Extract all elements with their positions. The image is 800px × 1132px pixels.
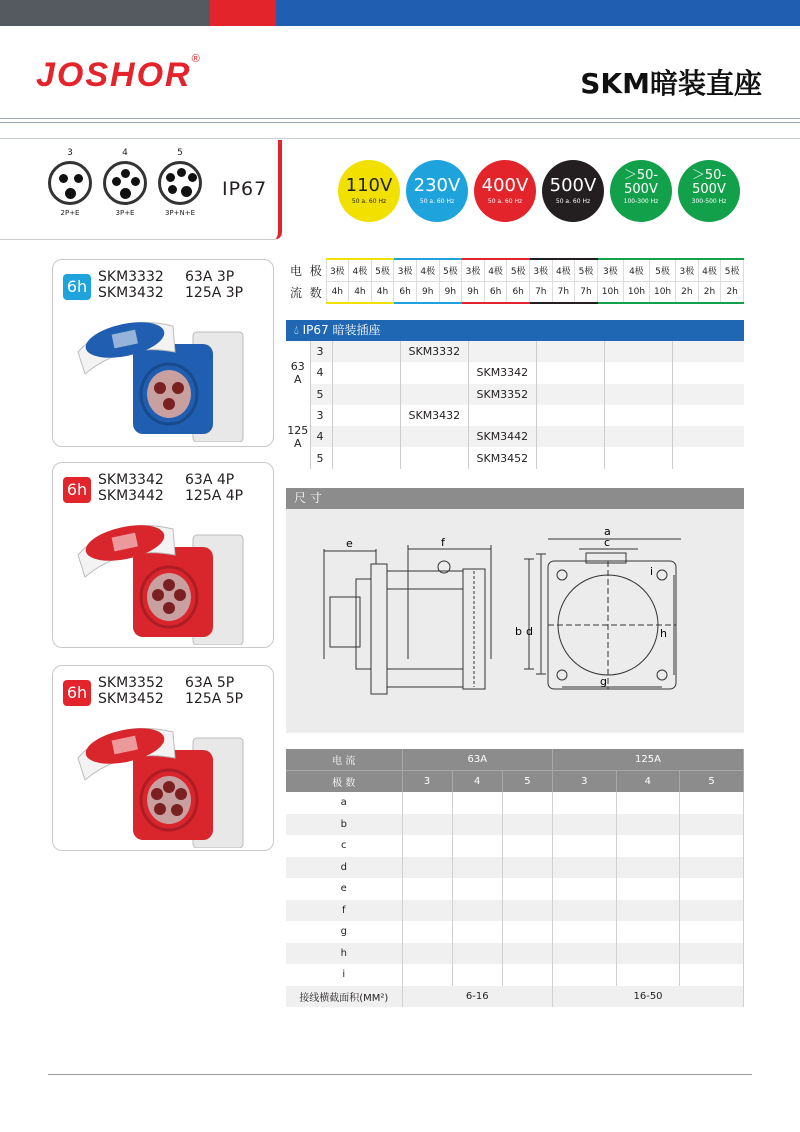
pin-config-5 [155, 148, 205, 217]
dimension-value-cell [553, 900, 617, 922]
hours-cell: 9h [416, 281, 439, 303]
empty-cell [672, 405, 744, 426]
dimension-value-cell [502, 835, 552, 857]
dim-label-d: d [526, 625, 533, 638]
empty-cell [332, 341, 400, 362]
dimension-row [286, 900, 744, 922]
socket-product-image [73, 515, 253, 645]
pin-config-panel [0, 140, 282, 240]
dimension-value-cell [402, 878, 452, 900]
voltage-frequency: 50 a. 60 Hz [555, 198, 591, 205]
dimension-value-cell [402, 814, 452, 836]
amp-63-header: 63A [402, 749, 553, 771]
empty-cell [332, 384, 400, 405]
poles-cell: 4极 [698, 259, 721, 281]
amp-unit: A [293, 436, 302, 450]
dimension-row [286, 857, 744, 879]
dimension-value-cell [402, 900, 452, 922]
wire-section-63: 6-16 [402, 986, 553, 1008]
dimension-row [286, 814, 744, 836]
dimension-value-cell [402, 835, 452, 857]
dimension-value-cell [402, 943, 452, 965]
top-bar-gray [0, 0, 210, 26]
poles-cell: 3极 [326, 259, 349, 281]
voltage-badge [678, 160, 740, 222]
dimension-value-cell [502, 964, 552, 986]
poles-cell: 3 [310, 341, 332, 362]
dimension-value-cell [452, 835, 502, 857]
model-cell: SKM3352 [468, 384, 536, 405]
dimension-value-cell [680, 921, 744, 943]
dimension-label: h [286, 943, 402, 965]
dimension-value-cell [680, 814, 744, 836]
dimension-value-cell [553, 792, 617, 814]
dim-header-poles [286, 771, 744, 793]
dimension-label: f [286, 900, 402, 922]
wire-section-125: 16-50 [553, 986, 744, 1008]
pin-config-4 [100, 148, 150, 217]
model-cell: SKM3452 [468, 447, 536, 468]
dim-header-current [286, 749, 744, 771]
dimension-value-cell [553, 964, 617, 986]
dimension-value-cell [616, 878, 680, 900]
empty-cell [536, 341, 604, 362]
model-specs [185, 269, 243, 301]
poles-header-cell: 5 [680, 771, 744, 793]
dimension-value-cell [680, 943, 744, 965]
model-cell [468, 405, 536, 426]
dimension-value-cell [502, 900, 552, 922]
pin-label: 3P+E [115, 209, 135, 217]
dim-label-e: e [346, 537, 353, 550]
voltage-frequency: 50 a. 60 Hz [351, 198, 387, 205]
model-numbers [98, 675, 164, 707]
poles-cell: 4极 [416, 259, 439, 281]
hours-cell: 6h [484, 281, 507, 303]
brand-logo [36, 52, 202, 95]
sockets-section-header [286, 320, 744, 341]
dimension-row [286, 921, 744, 943]
dimension-label: b [286, 814, 402, 836]
page-title: SKM暗装直座 [580, 67, 762, 100]
dimension-row [286, 878, 744, 900]
wire-section-row [286, 986, 744, 1008]
footer-line [48, 1074, 752, 1075]
poles-cell: 4极 [552, 259, 575, 281]
dim-label-f: f [441, 536, 445, 549]
dimension-value-cell [502, 878, 552, 900]
hours-cell: 6h [394, 281, 417, 303]
empty-cell [536, 405, 604, 426]
voltage-value-2: 500V [624, 182, 658, 197]
product-card [52, 665, 274, 851]
hours-row [286, 281, 744, 303]
empty-cell [536, 426, 604, 447]
poles-cell: 5极 [575, 259, 598, 281]
voltage-value: 230V [413, 175, 461, 196]
poles-cell: 5 [310, 447, 332, 468]
dimension-value-cell [680, 792, 744, 814]
logo-text: JOSHOR [36, 56, 192, 94]
dimension-value-cell [680, 964, 744, 986]
model-row [286, 341, 744, 362]
model-row [286, 405, 744, 426]
dimension-label: e [286, 878, 402, 900]
model-specs [185, 675, 243, 707]
model-row [286, 426, 744, 447]
hours-cell: 4h [349, 281, 372, 303]
dimension-value-cell [452, 814, 502, 836]
empty-cell [604, 384, 672, 405]
dimension-value-cell [502, 857, 552, 879]
model-spec: 63A 4P [185, 472, 235, 488]
empty-cell [604, 447, 672, 468]
empty-cell [536, 384, 604, 405]
dimension-value-cell [502, 792, 552, 814]
empty-cell [672, 341, 744, 362]
poles-header: 极 数 [286, 771, 402, 793]
model-cell [468, 341, 536, 362]
dimension-value-cell [616, 857, 680, 879]
dimension-value-cell [553, 878, 617, 900]
dimension-value-cell [616, 921, 680, 943]
dim-label-h: h [660, 627, 667, 640]
dimension-label: i [286, 964, 402, 986]
voltage-value: 500V [549, 175, 597, 196]
poles-cell: 3极 [597, 259, 623, 281]
empty-cell [672, 426, 744, 447]
dimension-value-cell [553, 835, 617, 857]
hours-cell: 7h [529, 281, 552, 303]
empty-cell [672, 362, 744, 383]
poles-cell: 4极 [349, 259, 372, 281]
poles-cell: 5极 [721, 259, 744, 281]
empty-cell [604, 341, 672, 362]
header [0, 26, 800, 118]
dimension-value-cell [553, 814, 617, 836]
product-card [52, 259, 274, 447]
dimension-drawing-area [286, 509, 744, 733]
dimension-value-cell [553, 921, 617, 943]
divider-line [0, 138, 800, 139]
hours-badge: 6h [63, 274, 91, 300]
model-spec: 125A 5P [185, 691, 244, 707]
model-number: SKM3452 [98, 691, 164, 707]
current-label-char: 电 [289, 263, 302, 278]
poles-header-cell: 5 [502, 771, 552, 793]
dimension-row [286, 943, 744, 965]
dim-label-g: g [600, 675, 607, 688]
dimension-value-cell [402, 921, 452, 943]
hours-cell: 9h [439, 281, 462, 303]
hours-cell: 6h [507, 281, 530, 303]
dimension-value-cell [452, 964, 502, 986]
dim-label-a: a [604, 525, 611, 538]
pin-number: 5 [177, 148, 183, 158]
voltage-badge [610, 160, 672, 222]
empty-cell [332, 426, 400, 447]
model-number: SKM3342 [98, 472, 164, 488]
dimension-value-cell [452, 792, 502, 814]
dimension-value-cell [502, 814, 552, 836]
hours-badge: 6h [63, 680, 91, 706]
poles-header-cell: 4 [616, 771, 680, 793]
models-table [286, 341, 744, 469]
poles-cell: 4 [310, 426, 332, 447]
pin-label: 2P+E [60, 209, 80, 217]
amp-unit: A [293, 372, 302, 386]
model-cell [400, 362, 468, 383]
socket-product-image [73, 312, 253, 442]
voltage-frequency: 300-500 Hz [691, 198, 727, 205]
dimension-value-cell [680, 857, 744, 879]
poles-row [286, 259, 744, 281]
model-cell [400, 384, 468, 405]
dimension-value-cell [502, 921, 552, 943]
spec-bar [0, 140, 800, 244]
model-number: SKM3442 [98, 488, 164, 504]
pin-config-3 [45, 148, 95, 217]
poles-header-cell: 3 [402, 771, 452, 793]
hours-cell: 10h [650, 281, 676, 303]
dimension-section-header [286, 488, 744, 509]
hours-badge: 6h [63, 477, 91, 503]
pin-face-icon [158, 161, 202, 205]
amp-value: 125 [287, 423, 309, 437]
voltage-value: 110V [345, 175, 393, 196]
empty-cell [672, 447, 744, 468]
voltage-frequency: 50 a. 60 Hz [487, 198, 523, 205]
dimension-value-cell [452, 900, 502, 922]
empty-cell [604, 362, 672, 383]
dimension-row [286, 964, 744, 986]
dimension-value-cell [680, 835, 744, 857]
poles-cell: 3极 [529, 259, 552, 281]
empty-cell [536, 447, 604, 468]
voltage-frequency: 50 a. 60 Hz [419, 198, 455, 205]
dimension-drawing [286, 509, 744, 733]
poles-cell: 5极 [507, 259, 530, 281]
dimension-value-cell [402, 964, 452, 986]
poles-cell: 4极 [484, 259, 507, 281]
model-cell [400, 426, 468, 447]
hours-cell: 7h [552, 281, 575, 303]
poles-cell: 5极 [371, 259, 394, 281]
poles-hours-table [286, 258, 744, 304]
dimension-value-cell [402, 792, 452, 814]
model-row [286, 362, 744, 383]
poles-cell: 5 [310, 384, 332, 405]
dimension-value-cell [680, 900, 744, 922]
wire-section-label: 接线横截面积(MM²) [286, 986, 402, 1008]
model-spec: 63A 3P [185, 269, 235, 285]
voltage-value: ＞50- [623, 168, 659, 183]
dimension-section-title: 尺 寸 [294, 491, 322, 505]
dimension-value-cell [502, 943, 552, 965]
amp-group-cell [286, 405, 310, 469]
poles-label-char: 极 [309, 263, 322, 278]
model-specs [185, 472, 243, 504]
divider-line [0, 122, 800, 123]
model-number: SKM3332 [98, 269, 164, 285]
pin-face-icon [48, 161, 92, 205]
model-number: SKM3352 [98, 675, 164, 691]
poles-cell: 5极 [439, 259, 462, 281]
hours-cell: 2h [721, 281, 744, 303]
model-spec: 125A 3P [185, 285, 244, 301]
dimension-value-cell [452, 943, 502, 965]
pin-face-icon [103, 161, 147, 205]
dimension-label: d [286, 857, 402, 879]
registered-mark: ® [191, 52, 202, 65]
poles-cell: 4 [310, 362, 332, 383]
dimension-value-cell [680, 878, 744, 900]
dimension-value-cell [452, 921, 502, 943]
dimension-value-cell [553, 943, 617, 965]
current-label-char: 流 [289, 285, 302, 300]
dim-label-i: i [650, 565, 654, 578]
model-numbers [98, 472, 164, 504]
poles-cell: 3 [310, 405, 332, 426]
dimension-value-cell [452, 857, 502, 879]
empty-cell [604, 405, 672, 426]
voltage-badge [406, 160, 468, 222]
voltage-value: ＞50- [691, 168, 727, 183]
dimension-value-cell [616, 943, 680, 965]
model-cell: SKM3432 [400, 405, 468, 426]
hours-cell: 7h [575, 281, 598, 303]
pin-number: 4 [122, 148, 128, 158]
hours-cell: 10h [597, 281, 623, 303]
dimension-value-cell [452, 878, 502, 900]
voltage-frequency: 100-300 Hz [623, 198, 659, 205]
dim-label-c: c [604, 536, 611, 549]
empty-cell [536, 362, 604, 383]
product-card [52, 462, 274, 648]
model-numbers [98, 269, 164, 301]
model-row [286, 384, 744, 405]
ip-rating: IP67 [222, 178, 268, 200]
model-spec: 63A 5P [185, 675, 235, 691]
poles-header-cell: 3 [553, 771, 617, 793]
amp-group-cell [286, 341, 310, 405]
dimension-value-cell [616, 964, 680, 986]
voltage-badge [338, 160, 400, 222]
poles-cell: 4极 [623, 259, 649, 281]
hours-cell: 2h [676, 281, 699, 303]
pin-number: 3 [67, 148, 73, 158]
dimension-table [286, 749, 744, 1007]
socket-product-image [73, 718, 253, 848]
hours-cell: 2h [698, 281, 721, 303]
poles-cell: 3极 [394, 259, 417, 281]
hours-cell: 9h [462, 281, 485, 303]
drop-icon: 💧︎ [294, 323, 299, 337]
top-color-bar [0, 0, 800, 26]
top-bar-red [210, 0, 276, 26]
hours-cell: 10h [623, 281, 649, 303]
voltage-badge [542, 160, 604, 222]
dimension-label: g [286, 921, 402, 943]
poles-header-cell: 4 [452, 771, 502, 793]
dimension-value-cell [402, 857, 452, 879]
dimension-value-cell [616, 792, 680, 814]
hours-cell: 4h [371, 281, 394, 303]
model-cell: SKM3342 [468, 362, 536, 383]
sockets-section-title: IP67 暗装插座 [302, 323, 381, 337]
empty-cell [332, 362, 400, 383]
pin-label: 3P+N+E [164, 209, 196, 217]
model-cell: SKM3442 [468, 426, 536, 447]
divider-line [0, 118, 800, 119]
dimension-row [286, 792, 744, 814]
dimension-value-cell [616, 835, 680, 857]
top-bar-blue [276, 0, 800, 26]
voltage-value-2: 500V [692, 182, 726, 197]
current-header: 电 流 [286, 749, 402, 771]
empty-cell [332, 447, 400, 468]
model-number: SKM3432 [98, 285, 164, 301]
dimension-value-cell [616, 900, 680, 922]
empty-cell [332, 405, 400, 426]
dim-label-b: b [515, 625, 522, 638]
model-row [286, 447, 744, 468]
empty-cell [672, 384, 744, 405]
poles-cell: 3极 [676, 259, 699, 281]
poles-cell: 5极 [650, 259, 676, 281]
poles-cell: 3极 [462, 259, 485, 281]
dimension-label: a [286, 792, 402, 814]
voltage-value: 400V [481, 175, 529, 196]
model-cell: SKM3332 [400, 341, 468, 362]
dimension-label: c [286, 835, 402, 857]
voltage-badge [474, 160, 536, 222]
model-spec: 125A 4P [185, 488, 244, 504]
hours-cell: 4h [326, 281, 349, 303]
model-cell [400, 447, 468, 468]
dimension-value-cell [553, 857, 617, 879]
amp-value: 63 [290, 359, 305, 373]
empty-cell [604, 426, 672, 447]
dimension-row [286, 835, 744, 857]
poles-label-char: 数 [309, 285, 322, 300]
amp-125-header: 125A [553, 749, 744, 771]
dimension-value-cell [616, 814, 680, 836]
